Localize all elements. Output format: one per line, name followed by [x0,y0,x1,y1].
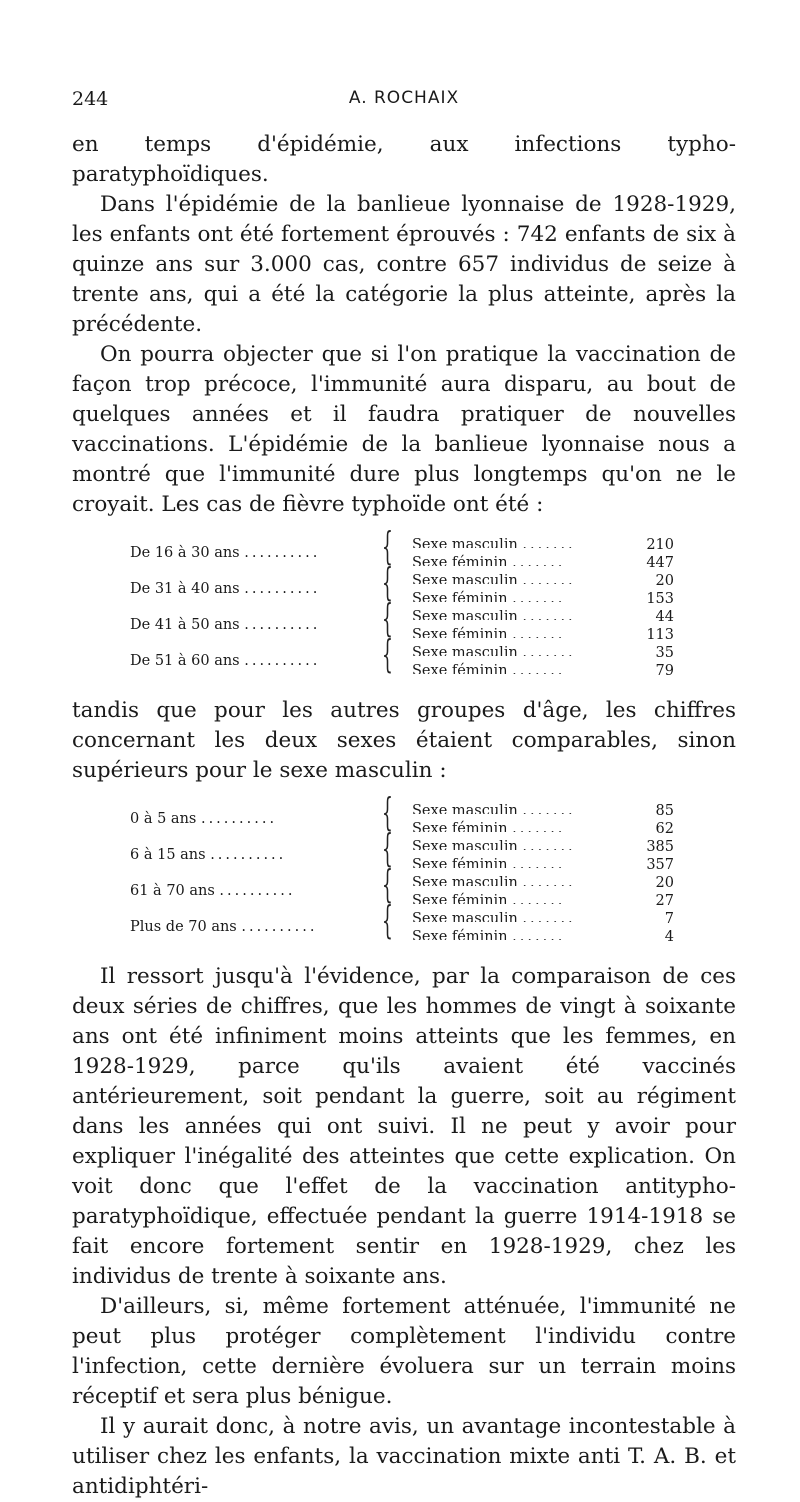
table-group: De 16 à 30 ans .......... { Sexe masculin ....... 210 Sexe féminin ....... 447 [130,524,674,571]
age-group-label: De 41 à 50 ans [130,617,240,633]
table-row: Sexe féminin ....... 357 [412,850,674,868]
paragraph-2: Dans l'épidémie de la banlieue lyonnaise de 1928-1929, les enfants ont été fortement éprouvés : 742 enfants de six à quinze ans sur 3.000 cas, contre 657 individus de seize à trente ans, qui a été la catégorie la plus atteinte, après la précédente. [72,192,736,337]
table-row: Sexe masculin ....... 44 [412,602,674,620]
female-count: 447 [646,555,674,571]
table-group: De 41 à 50 ans .......... { Sexe masculin ....... 44 Sexe féminin ....... 113 [130,596,674,643]
table-group: Plus de 70 ans .......... { Sexe masculin ....... 7 Sexe féminin ....... 4 [130,898,674,945]
cases-table-other [72,790,736,945]
male-count: 385 [646,839,674,855]
brace-icon: { [382,898,393,942]
page-body [72,130,736,1502]
male-count: 85 [655,803,674,819]
paragraph-3: On pourra objecter que si l'on pratique la vaccination de façon trop précoce, l'immunité aura disparu, au bout de quelques années et il faudra pratiquer de nouvelles vaccinations. L'épidémie de la banlieue lyonnaise nous a montré que l'immunité dure plus longtemps qu'on ne le croyait. Les cas de fièvre typhoïde ont été : [72,342,736,517]
page-number: 244 [72,88,109,110]
female-count: 4 [664,929,674,945]
table-group: De 51 à 60 ans .......... { Sexe masculin ....... 35 Sexe féminin ....... 79 [130,632,674,679]
page-header [72,84,736,114]
age-group-label: 61 à 70 ans [130,883,215,899]
male-count: 44 [655,609,674,625]
male-count: 7 [664,911,674,927]
male-count: 20 [655,875,674,891]
age-group-label: De 51 à 60 ans [130,653,240,669]
age-group-label: De 31 à 40 ans [130,581,240,597]
paragraph-7: Il y aurait donc, à notre avis, un avantage incontestable à utiliser chez les enfants, la vaccination mixte anti T. A. B. et antidiphtéri- [72,1414,736,1499]
table-row: Sexe masculin ....... 7 [412,904,674,922]
female-count: 153 [646,591,674,607]
table-group: 6 à 15 ans .......... { Sexe masculin ....... 385 Sexe féminin ....... 357 [130,826,674,873]
table-row: Sexe masculin ....... 20 [412,566,674,584]
brace-icon: { [382,560,393,604]
running-title: A. ROCHAIX [348,88,460,108]
table-group: 61 à 70 ans .......... { Sexe masculin ....... 20 Sexe féminin ....... 27 [130,862,674,909]
brace-icon: { [382,524,393,568]
table-row: Sexe masculin ....... 35 [412,638,674,656]
table-group: 0 à 5 ans .......... { Sexe masculin ....... 85 Sexe féminin ....... 62 [130,790,674,837]
paragraph-4: tandis que pour les autres groupes d'âge, les chiffres concernant les deux sexes étaient comparables, sinon supérieurs pour le sexe masculin : [72,698,736,783]
brace-icon: { [382,596,393,640]
female-count: 357 [646,857,674,873]
brace-icon: { [382,790,393,834]
table-row: Sexe masculin ....... 210 [412,530,674,548]
table-row: Sexe féminin ....... 62 [412,814,674,832]
paragraph-5: Il ressort jusqu'à l'évidence, par la comparaison de ces deux séries de chiffres, que les hommes de vingt à soixante ans ont été infiniment moins atteints que les femmes, en 1928-1929, parce qu'ils avaient été vaccinés antérieurement, soit pendant la guerre, soit au régiment dans les années qui ont suivi. Il ne peut y avoir pour expliquer l'inégalité des atteintes que cette explication. On voit donc que l'effet de la vaccination antitypho-paratyphoïdique, effectuée pendant la guerre 1914-1918 se fait encore fortement sentir en 1928-1929, chez les individus de trente à soixante ans. [72,964,736,1289]
brace-icon: { [382,862,393,906]
cases-table-adults [72,524,736,679]
table-row: Sexe féminin ....... 447 [412,548,674,566]
table-row: Sexe féminin ....... 79 [412,656,674,674]
age-group-label: Plus de 70 ans [130,919,237,935]
table-row: Sexe masculin ....... 385 [412,832,674,850]
table-row: Sexe féminin ....... 113 [412,620,674,638]
table-row: Sexe masculin ....... 20 [412,868,674,886]
male-count: 210 [646,537,674,553]
age-group-label: 0 à 5 ans [130,811,197,827]
table-row: Sexe féminin ....... 4 [412,922,674,940]
female-count: 62 [655,821,674,837]
female-count: 79 [655,663,674,679]
table-row: Sexe féminin ....... 153 [412,584,674,602]
age-group-label: 6 à 15 ans [130,847,206,863]
brace-icon: { [382,632,393,676]
male-count: 20 [655,573,674,589]
table-group: De 31 à 40 ans .......... { Sexe masculin ....... 20 Sexe féminin ....... 153 [130,560,674,607]
paragraph-6: D'ailleurs, si, même fortement atténuée, l'immunité ne peut plus protéger complètement l'individu contre l'infection, cette dernière évoluera sur un terrain moins réceptif et sera plus bénigue. [72,1294,736,1409]
male-count: 35 [655,645,674,661]
female-count: 27 [655,893,674,909]
age-group-label: De 16 à 30 ans [130,545,240,561]
paragraph-1: en temps d'épidémie, aux infections typho-paratyphoïdiques. [72,132,736,187]
female-count: 113 [646,627,674,643]
table-row: Sexe féminin ....... 27 [412,886,674,904]
brace-icon: { [382,826,393,870]
table-row: Sexe masculin ....... 85 [412,796,674,814]
